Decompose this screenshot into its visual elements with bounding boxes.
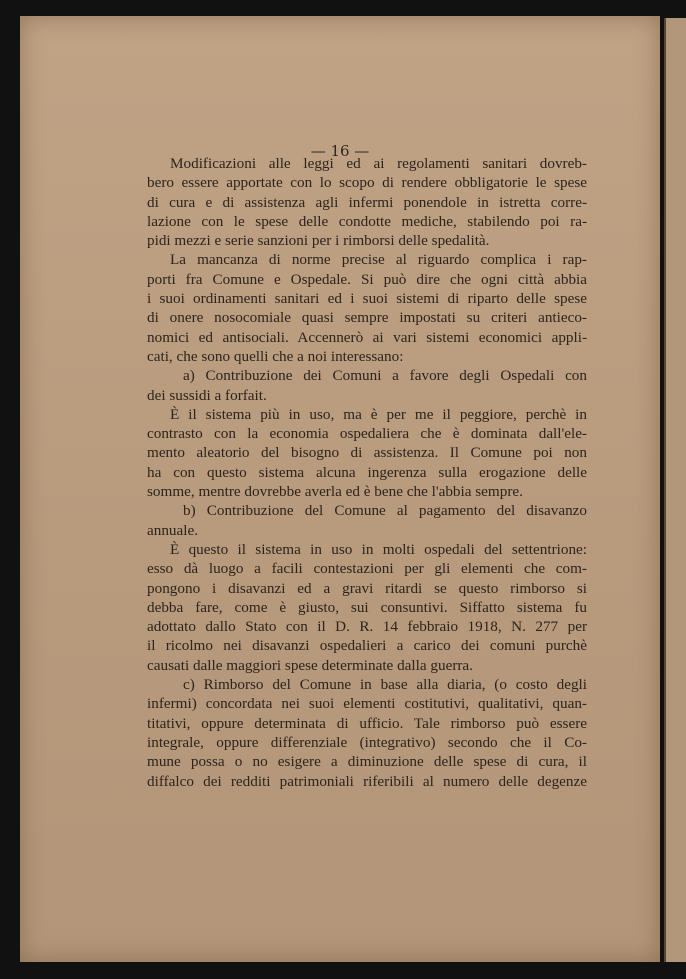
text-line: di onere nosocomiale quasi sempre impostati su criteri antieco- — [147, 309, 587, 327]
text-line: Modificazioni alle leggi ed ai regolamenti sanitari dovreb- — [170, 155, 587, 172]
page-number: — 16 — — [310, 142, 370, 160]
text-line: contrasto con la economia ospedaliera che è dominata dall'ele- — [147, 425, 587, 443]
text-line: cati, che sono quelli che a noi interessano: — [147, 347, 404, 365]
text-line: causati dalle maggiori spese determinate dalla guerra. — [147, 656, 473, 674]
text-line: pongono i disavanzi ed a gravi ritardi se questo rimborso si — [147, 579, 587, 597]
text-line: pidi mezzi e serie sanzioni per i rimborsi delle spedalità. — [147, 232, 490, 250]
text-line: mento aleatorio del bisogno di assistenza. Il Comune poi non — [147, 444, 587, 462]
text-line: adottato dallo Stato con il D. R. 14 febbraio 1918, N. 277 per — [147, 618, 587, 636]
text-line: infermi) concordata nei suoi elementi costitutivi, qualitativi, quan- — [147, 695, 587, 713]
text-line: lazione con le spese delle condotte mediche, stabilendo poi ra- — [147, 212, 587, 230]
text-line: di cura e di assistenza agli infermi ponendole in istretta corre- — [147, 193, 587, 211]
text-line: il ricolmo nei disavanzi ospedalieri a carico dei comuni purchè — [147, 637, 587, 655]
text-line: esso dà luogo a facili contestazioni per gli elementi che com- — [147, 560, 587, 578]
text-line: somme, mentre dovrebbe averla ed è bene che l'abbia sempre. — [147, 483, 523, 501]
text-line: a) Contribuzione dei Comuni a favore degli Ospedali con — [183, 367, 587, 385]
text-line: È il sistema più in uso, ma è per me il peggiore, perchè in — [170, 405, 587, 423]
text-line: bero essere apportate con lo scopo di rendere obbligatorie le spese — [147, 174, 587, 192]
text-line: mune possa o no esigere a diminuzione delle spese di cura, il — [147, 753, 587, 771]
text-line: porti fra Comune e Ospedale. Si può dire che ogni città abbia — [147, 270, 587, 288]
text-line: nomici ed antisociali. Accennerò ai vari sistemi economici appli- — [147, 328, 587, 346]
body-text — [147, 154, 587, 791]
text-line: integrale, oppure differenziale (integrativo) secondo che il Co- — [147, 733, 587, 751]
text-line: b) Contribuzione del Comune al pagamento del disavanzo — [183, 502, 587, 520]
text-line: diffalco dei redditi patrimoniali riferibili al numero delle degenze — [147, 772, 587, 790]
text-line: La mancanza di norme precise al riguardo complica i rap- — [170, 251, 587, 269]
text-line: È questo il sistema in uso in molti ospedali del settentrione: — [170, 540, 587, 558]
text-line: dei sussidi a forfait. — [147, 386, 267, 404]
text-line: debba fare, come è giusto, sui consuntivi. Siffatto sistema fu — [147, 598, 587, 616]
text-line: ha con questo sistema alcuna ingerenza sulla erogazione delle — [147, 463, 587, 481]
text-line: c) Rimborso del Comune in base alla diaria, (o costo degli — [183, 676, 587, 694]
adjacent-page-edge — [664, 18, 686, 962]
text-line: annuale. — [147, 521, 199, 539]
text-line: titativi, oppure determinata di ufficio. Tale rimborso può essere — [147, 714, 587, 732]
text-line: i suoi ordinamenti sanitari ed i suoi sistemi di riparto delle spese — [147, 290, 587, 308]
